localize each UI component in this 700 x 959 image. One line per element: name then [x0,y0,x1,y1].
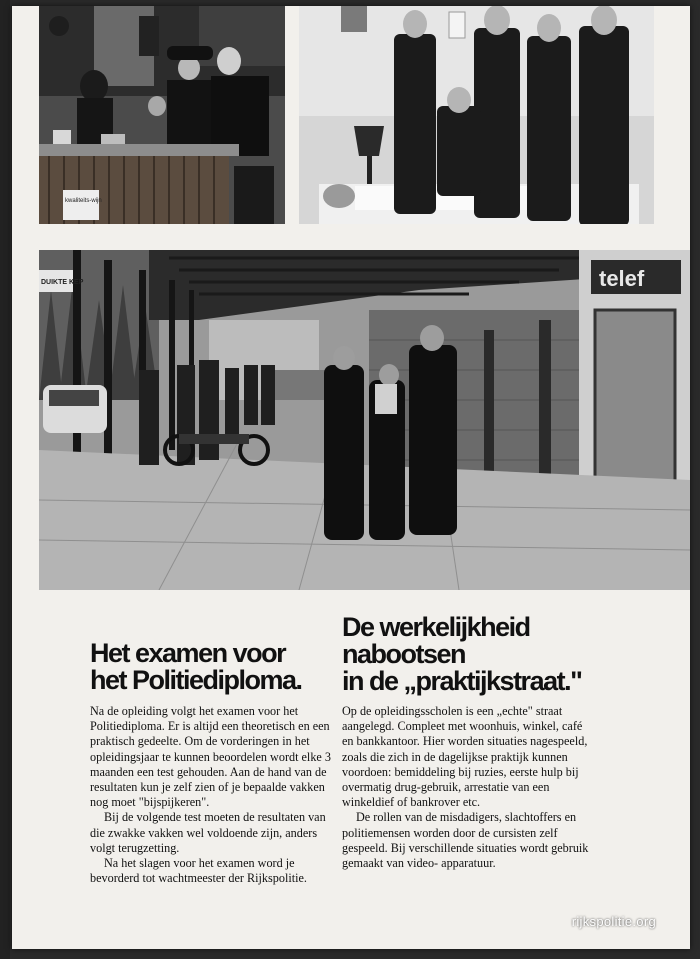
watermark-text: rijkspolitie.org [571,914,656,929]
street-sign-text: DUIKTE KEP [41,279,84,286]
photo-police-training [299,6,654,224]
left-title-line1: Het examen voor [90,638,286,668]
photo-police-training-image [299,6,654,224]
bar-sign-text: kwaliteits-wijn [65,198,102,204]
left-title-line2: het Politiediploma. [90,665,302,695]
left-paragraph: Na het slagen voor het examen word je bevorderd tot wachtmeester der Rijkspolitie. [90,856,307,886]
magazine-page [12,6,690,949]
right-title-line3: in de „praktijkstraat." [342,666,582,696]
photo-bar-scene [39,6,285,224]
telephone-sign-text: telef [599,266,645,291]
right-paragraph: Op de opleidingsscholen is een „echte" straat aangelegd. Compleet met woonhuis, winkel, café en bankkantoor. Hier worden situaties nagespeeld, zoals die zich in de dagelijkse praktijk kunnen voordoen: bemiddeling bij ruzies, eerste hulp bij overmatig drug-gebruik, arrestatie van een winkeldief of bankrover etc. [342,704,588,810]
page-spine [0,0,10,959]
left-paragraph: Na de opleiding volgt het examen voor het Politiediploma. Er is altijd een theoretisch en een praktisch gedeelte. Om de vorderingen in het opleidingsjaar te kunnen beoordelen wordt elke 3 maanden een test gehouden. Aan de hand van de resultaten kun je zelf zien of je bepaalde vakken nog moet "bijspijkeren". [90,704,331,810]
photo-praktijkstraat [39,250,690,590]
photo-bar-scene-image [39,6,285,224]
right-title-line2: nabootsen [342,639,466,669]
left-article-title [90,640,340,694]
photo-praktijkstraat-image [39,250,690,590]
right-article-body [342,704,592,871]
right-article-title [342,614,632,695]
left-paragraph: Bij de volgende test moeten de resultaten van die zwakke vakken wel voldoende zijn, anders volgt terugzetting. [90,810,326,855]
left-article-body [90,704,340,886]
right-paragraph: De rollen van de misdadigers, slachtoffers en politiemensen worden door de cursisten zelf gespeeld. Bij verschillende situaties wordt gebruik gemaakt van video- apparatuur. [342,810,589,871]
right-title-line1: De werkelijkheid [342,612,530,642]
